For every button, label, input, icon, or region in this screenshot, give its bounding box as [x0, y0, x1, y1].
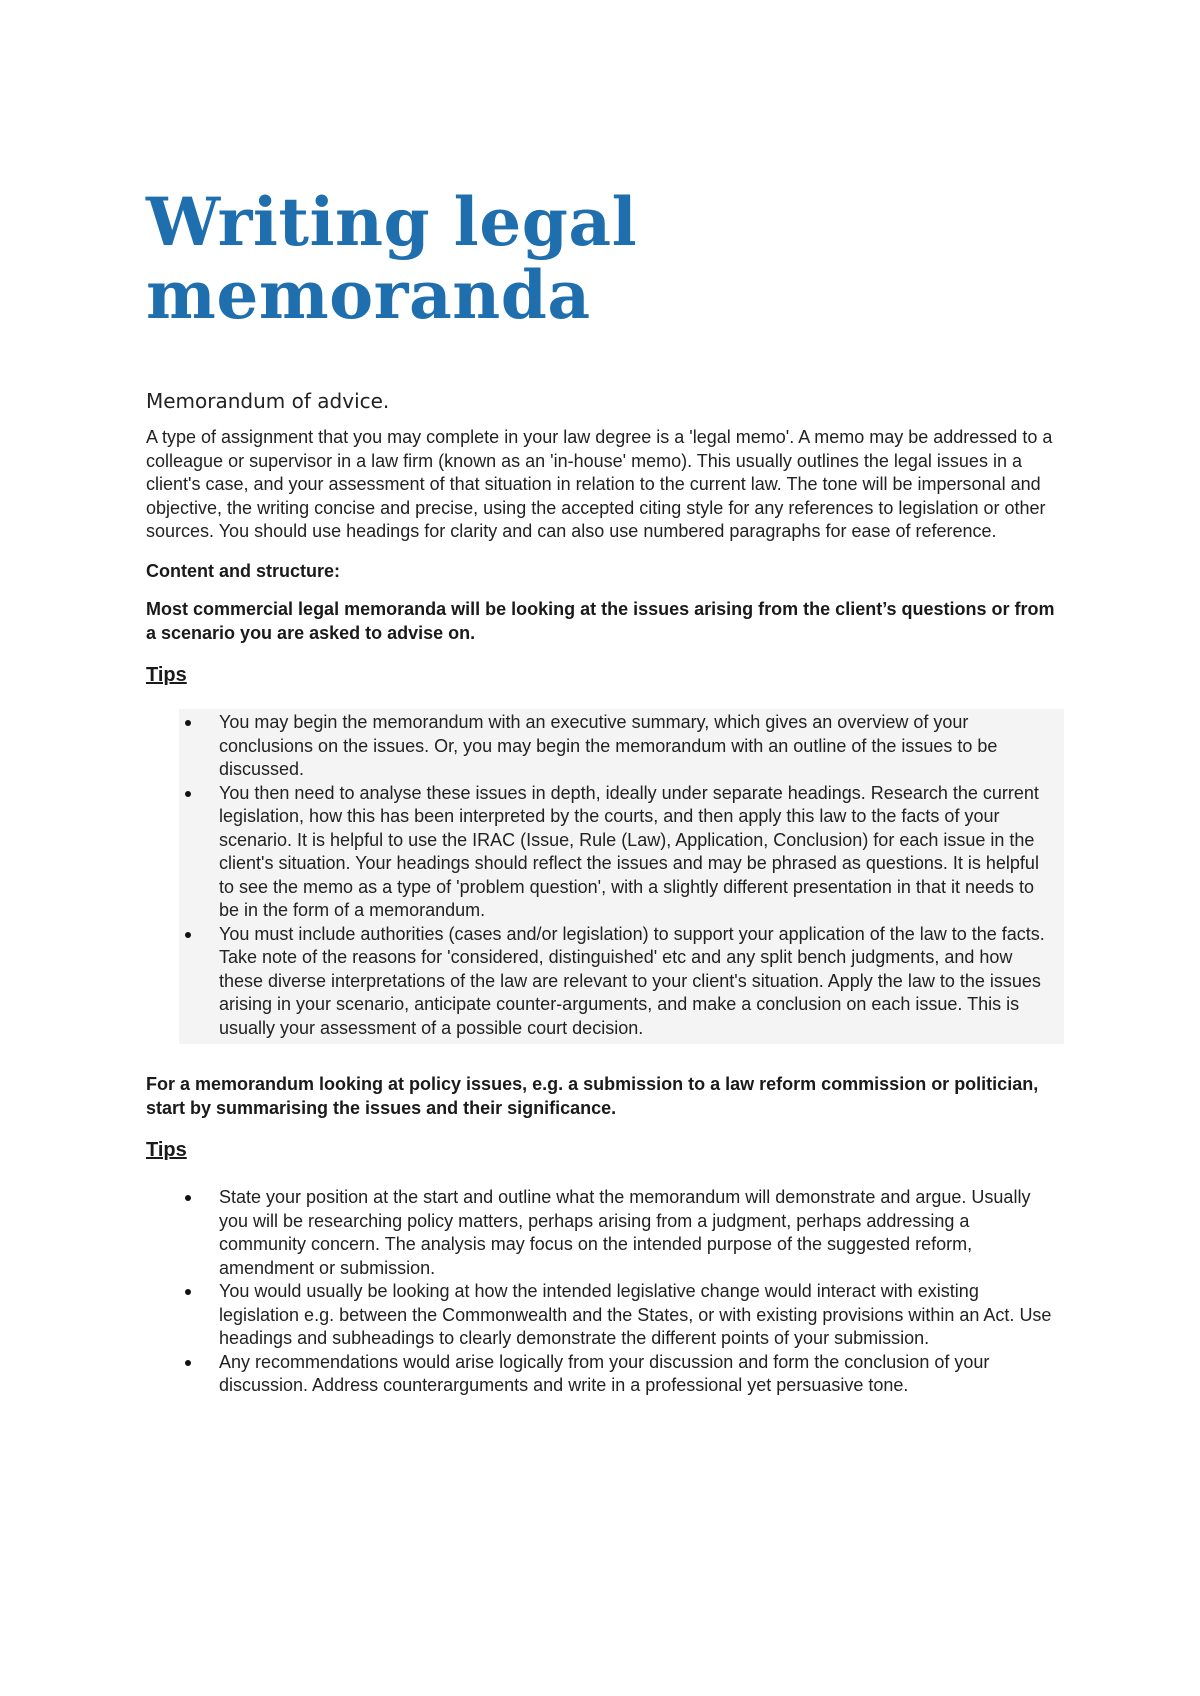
tips-list-2 [179, 1184, 1064, 1402]
list-item [179, 711, 1064, 782]
list-item-text: State your position at the start and outline what the memorandum will demonstrate and argue. Usually you will be researching policy matters, perhaps arising from a judgment, perhaps addressing a community concern. The analysis may focus on the intended purpose of the suggested reform, amendment or submission. [219, 1187, 1031, 1278]
list-item-text: You would usually be looking at how the intended legislative change would interact with existing legislation e.g. between the Commonwealth and the States, or with existing provisions within an Act. Use headings and subheadings to clearly demonstrate the different points of your submission. [219, 1281, 1052, 1349]
document-page [146, 183, 1066, 1402]
section-subtitle: Memorandum of advice. [146, 389, 390, 414]
tips-heading-2: Tips [146, 1139, 187, 1162]
bullet-icon [185, 1289, 191, 1295]
commercial-paragraph: Most commercial legal memoranda will be looking at the issues arising from the client’s questions or from a scenario you are asked to advise on. [146, 599, 1055, 644]
policy-paragraph: For a memorandum looking at policy issues, e.g. a submission to a law reform commission or politician, start by summarising the issues and their significance. [146, 1074, 1039, 1119]
tips-list-1 [179, 709, 1064, 1044]
content-heading: Content and structure: [146, 560, 341, 581]
tips-heading-1: Tips [146, 664, 187, 687]
list-item [179, 923, 1064, 1041]
list-item [179, 782, 1064, 923]
list-item-text: You then need to analyse these issues in depth, ideally under separate headings. Research the current legislation, how this has been interpreted by the courts, and then apply this law to the facts of your scenario. It is helpful to use the IRAC (Issue, Rule (Law), Application, Conclusion) for each issue in the client's situation. Your headings should reflect the issues and may be phrased as questions. It is helpful to see the memo as a type of 'problem question', with a slightly different presentation in that it needs to be in the form of a memorandum. [219, 782, 1039, 921]
list-item-text: You must include authorities (cases and/or legislation) to support your application of the law to the facts. Take note of the reasons for 'considered, distinguished' etc and any split bench judgments, and how these diverse interpretations of the law are relevant to your client's situation. Apply the law to the issues arising in your scenario, anticipate counter-arguments, and make a conclusion on each issue. This is usually your assessment of a possible court decision. [219, 923, 1045, 1038]
intro-paragraph: A type of assignment that you may complete in your law degree is a 'legal memo'. A memo may be addressed to a colleague or supervisor in a law firm (known as an 'in-house' memo). This usually outlines the legal issues in a client's case, and your assessment of that situation in relation to the current law. The tone will be impersonal and objective, the writing concise and precise, using the accepted citing style for any references to legislation or other sources. You should use headings for clarity and can also use numbered paragraphs for ease of reference. [146, 427, 1053, 542]
list-item [179, 1280, 1064, 1351]
bullet-icon [185, 720, 191, 726]
bullet-icon [185, 1360, 191, 1366]
bullet-icon [185, 791, 191, 797]
list-item [179, 1186, 1064, 1280]
list-item [179, 1351, 1064, 1398]
bullet-icon [185, 932, 191, 938]
page-title: Writing legal memoranda [146, 183, 638, 334]
list-item-text: You may begin the memorandum with an executive summary, which gives an overview of your conclusions on the issues. Or, you may begin the memorandum with an outline of the issues to be discussed. [219, 712, 998, 780]
list-item-text: Any recommendations would arise logically from your discussion and form the conclusion of your discussion. Address counterarguments and write in a professional yet persuasive tone. [219, 1351, 990, 1396]
bullet-icon [185, 1195, 191, 1201]
